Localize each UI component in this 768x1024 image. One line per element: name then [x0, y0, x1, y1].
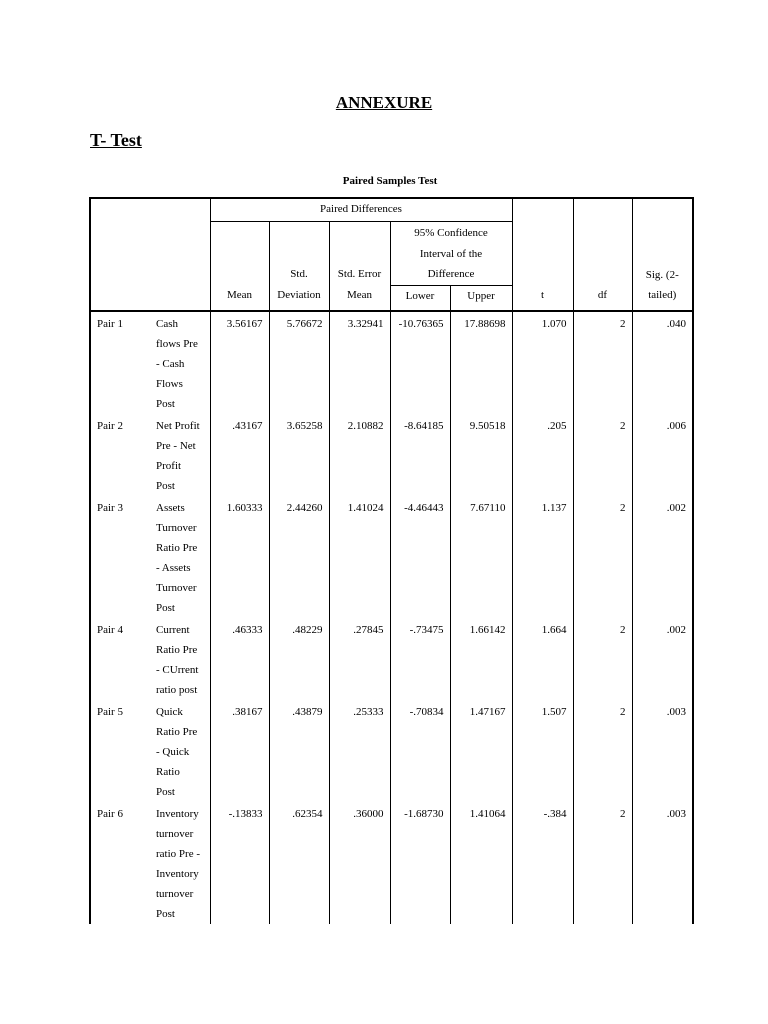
mean-cell: 1.60333 — [210, 496, 269, 618]
variable-label-line: ratio post — [156, 683, 198, 696]
df-cell: 2 — [573, 618, 632, 700]
variable-label-line: Current — [156, 623, 190, 636]
df-cell: 2 — [573, 414, 632, 496]
variable-label-line: flows Pre — [156, 337, 198, 350]
variable-label-line: Post — [156, 785, 175, 798]
pair-label: Pair 4 — [90, 618, 150, 700]
t-header: t — [512, 285, 573, 311]
variable-label — [150, 311, 210, 414]
variable-label-line: Ratio Pre — [156, 643, 198, 656]
df-header: df — [573, 285, 632, 311]
std-dev-cell: .62354 — [269, 802, 329, 924]
upper-cell: 1.47167 — [450, 700, 512, 802]
std-err-cell: 1.41024 — [329, 496, 390, 618]
pair-label: Pair 5 — [90, 700, 150, 802]
variable-label-line: Turnover — [156, 521, 197, 534]
ci-header-line-1: 95% Confidence — [414, 227, 488, 239]
variable-label-line: - Assets — [156, 561, 191, 574]
t-cell: -.384 — [512, 802, 573, 924]
df-cell: 2 — [573, 802, 632, 924]
mean-cell: .38167 — [210, 700, 269, 802]
sig-cell: .002 — [632, 496, 693, 618]
variable-label-line: Cash — [156, 317, 178, 330]
variable-label-line: ratio Pre - — [156, 847, 200, 860]
paired-samples-table — [89, 197, 694, 924]
variable-label-line: Quick — [156, 705, 183, 718]
mean-header-space — [210, 222, 269, 286]
variable-label-line: Pre - Net — [156, 439, 196, 452]
lower-cell: -4.46443 — [390, 496, 450, 618]
confidence-interval-header — [390, 222, 512, 286]
variable-label-line: Post — [156, 907, 175, 920]
variable-label-line: - CUrrent — [156, 663, 199, 676]
std-err-cell: 3.32941 — [329, 311, 390, 414]
table-row — [90, 496, 693, 618]
upper-cell: 1.66142 — [450, 618, 512, 700]
variable-label-line: - Cash — [156, 357, 185, 370]
page-title: ANNEXURE — [335, 93, 433, 112]
table-caption: Paired Samples Test — [342, 175, 438, 187]
lower-cell: -10.76365 — [390, 311, 450, 414]
variable-label-line: Post — [156, 479, 175, 492]
variable-label-line: Post — [156, 601, 175, 614]
mean-cell: -.13833 — [210, 802, 269, 924]
variable-label-line: turnover — [156, 827, 194, 840]
variable-label-line: Inventory — [156, 867, 199, 880]
t-header-space — [512, 198, 573, 285]
lower-header: Lower — [390, 285, 450, 311]
table-row — [90, 802, 693, 924]
df-cell: 2 — [573, 496, 632, 618]
pair-label: Pair 6 — [90, 802, 150, 924]
variable-label-line: Post — [156, 397, 175, 410]
sig-header-line-1: Sig. (2- — [645, 269, 679, 281]
upper-header: Upper — [450, 285, 512, 311]
variable-label-line: - Quick — [156, 745, 190, 758]
mean-cell: .43167 — [210, 414, 269, 496]
t-cell: 1.137 — [512, 496, 573, 618]
variable-label-line: Inventory — [156, 807, 199, 820]
lower-cell: -.70834 — [390, 700, 450, 802]
sig-cell: .002 — [632, 618, 693, 700]
variable-label-line: Flows — [156, 377, 183, 390]
df-cell: 2 — [573, 311, 632, 414]
std-err-cell: .25333 — [329, 700, 390, 802]
sig-cell: .003 — [632, 700, 693, 802]
ci-header-line-3: Difference — [427, 268, 475, 280]
sig-cell: .006 — [632, 414, 693, 496]
std-dev-header-bottom: Deviation — [269, 285, 329, 311]
std-err-cell: 2.10882 — [329, 414, 390, 496]
section-title: T- Test — [90, 130, 142, 150]
variable-label — [150, 496, 210, 618]
df-header-space — [573, 198, 632, 285]
paired-differences-header: Paired Differences — [210, 198, 512, 222]
std-dev-header-top: Std. — [269, 222, 329, 286]
variable-label-line: Assets — [156, 501, 185, 514]
t-cell: 1.507 — [512, 700, 573, 802]
std-err-header-top: Std. Error — [329, 222, 390, 286]
variable-label-line: Profit — [156, 459, 182, 472]
std-dev-cell: 2.44260 — [269, 496, 329, 618]
pair-label: Pair 3 — [90, 496, 150, 618]
lower-cell: -.73475 — [390, 618, 450, 700]
variable-label — [150, 618, 210, 700]
upper-cell: 9.50518 — [450, 414, 512, 496]
std-dev-cell: .43879 — [269, 700, 329, 802]
ci-header-line-2: Interval of the — [419, 247, 483, 260]
pair-label: Pair 2 — [90, 414, 150, 496]
variable-label-line: Ratio Pre — [156, 541, 198, 554]
upper-cell: 1.41064 — [450, 802, 512, 924]
variable-label-line: Ratio Pre — [156, 725, 198, 738]
mean-cell: .46333 — [210, 618, 269, 700]
table-row — [90, 700, 693, 802]
variable-label-line: Net Profit — [156, 419, 200, 432]
empty-corner-cell — [90, 198, 210, 311]
df-cell: 2 — [573, 700, 632, 802]
t-cell: 1.664 — [512, 618, 573, 700]
variable-label — [150, 802, 210, 924]
t-cell: 1.070 — [512, 311, 573, 414]
upper-cell: 17.88698 — [450, 311, 512, 414]
std-dev-cell: .48229 — [269, 618, 329, 700]
sig-header-line-2: tailed) — [648, 289, 677, 301]
mean-header: Mean — [210, 285, 269, 311]
lower-cell: -8.64185 — [390, 414, 450, 496]
variable-label-line: turnover — [156, 887, 194, 900]
sig-header — [632, 269, 693, 311]
std-err-cell: .36000 — [329, 802, 390, 924]
sig-cell: .040 — [632, 311, 693, 414]
mean-cell: 3.56167 — [210, 311, 269, 414]
table-row — [90, 311, 693, 414]
sig-cell: .003 — [632, 802, 693, 924]
upper-cell: 7.67110 — [450, 496, 512, 618]
variable-label-line: Turnover — [156, 581, 197, 594]
table-row — [90, 414, 693, 496]
std-dev-cell: 5.76672 — [269, 311, 329, 414]
std-err-header-bottom: Mean — [329, 285, 390, 311]
std-err-cell: .27845 — [329, 618, 390, 700]
lower-cell: -1.68730 — [390, 802, 450, 924]
pair-label: Pair 1 — [90, 311, 150, 414]
t-cell: .205 — [512, 414, 573, 496]
table-row — [90, 618, 693, 700]
std-dev-cell: 3.65258 — [269, 414, 329, 496]
variable-label — [150, 700, 210, 802]
variable-label — [150, 414, 210, 496]
variable-label-line: Ratio — [156, 765, 180, 778]
